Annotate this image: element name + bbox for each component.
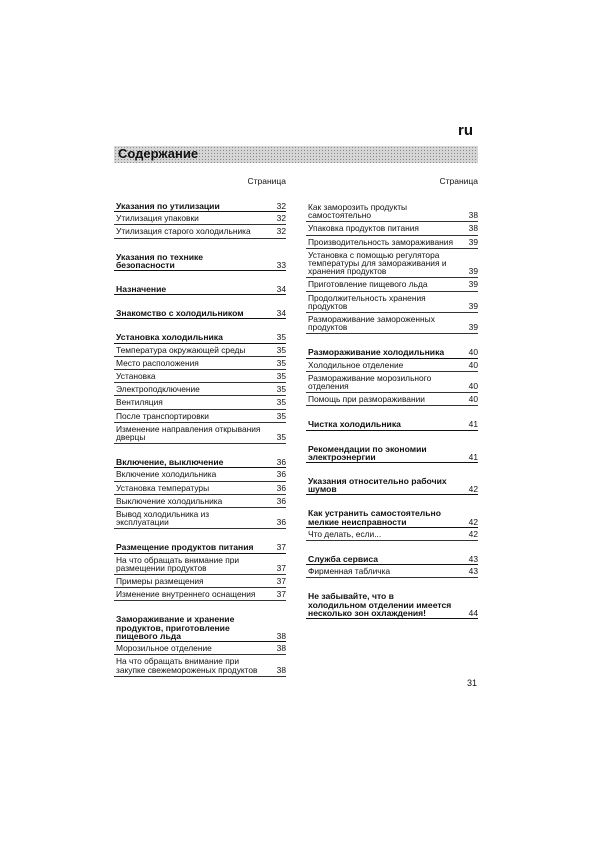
toc-entry-title: Знакомство с холодильником	[116, 308, 244, 319]
toc-entry-title: Указания по технике безопасности	[116, 251, 204, 270]
toc-entry-page: 40	[468, 347, 478, 358]
toc-entry-title: Чистка холодильника	[308, 419, 401, 430]
toc-entry-page: 42	[468, 484, 478, 495]
toc-entry-page: 35	[276, 332, 286, 343]
page-title: Содержание	[118, 146, 199, 161]
toc-entry-title: Вентиляция	[116, 397, 163, 408]
toc-section-entry[interactable]	[114, 614, 286, 642]
toc-entry-page: 39	[468, 279, 478, 290]
toc-subsection-entry[interactable]	[114, 554, 286, 575]
toc-entry-title: Электроподключение	[116, 384, 200, 395]
toc-entry-title: Размещение продуктов питания	[116, 542, 254, 553]
toc-section-entry[interactable]	[114, 457, 286, 468]
toc-subsection-entry[interactable]	[306, 278, 478, 291]
toc-entry-page: 35	[276, 384, 286, 395]
toc-entry-page: 33	[276, 259, 286, 270]
section-gap	[114, 601, 286, 614]
toc-entry-page: 35	[276, 371, 286, 382]
toc-entry-title: Назначение	[116, 284, 167, 295]
toc-subsection-entry[interactable]	[306, 292, 478, 313]
section-gap	[306, 463, 478, 476]
toc-entry-page: 38	[276, 643, 286, 654]
section-gap	[114, 271, 286, 284]
toc-entry-title: Помощь при размораживании	[308, 394, 425, 405]
toc-section-entry[interactable]	[306, 476, 478, 495]
toc-entry-page: 34	[276, 308, 286, 319]
toc-section-entry[interactable]	[306, 554, 478, 565]
section-gap	[306, 334, 478, 347]
toc-subsection-entry[interactable]	[114, 212, 286, 225]
toc-entry-page: 39	[468, 300, 478, 311]
toc-entry-page: 42	[468, 516, 478, 527]
toc-entry-title: После транспортировки	[116, 410, 209, 421]
toc-subsection-entry[interactable]	[306, 528, 478, 541]
toc-entry-title: Установка температуры	[116, 482, 210, 493]
toc-entry-page: 36	[276, 517, 286, 528]
toc-entry-page: 35	[276, 432, 286, 443]
toc-column-right	[306, 176, 478, 619]
toc-entry-page: 36	[276, 457, 286, 468]
toc-entry-title: Температура окружающей среды	[116, 344, 246, 355]
toc-subsection-entry[interactable]	[306, 313, 478, 334]
toc-entry-title: Что делать, если...	[308, 528, 382, 539]
toc-entry-title: Примеры размещения	[116, 576, 204, 587]
toc-entry-title: На что обращать внимание при размещении продуктов	[116, 554, 240, 573]
toc-section-entry[interactable]	[306, 508, 478, 527]
toc-entry-page: 43	[468, 566, 478, 577]
toc-entry-page: 41	[468, 419, 478, 430]
toc-entry-page: 35	[276, 344, 286, 355]
toc-section-entry[interactable]	[114, 332, 286, 343]
section-gap	[114, 239, 286, 252]
toc-entry-title: Утилизация старого холодильника	[116, 226, 251, 237]
toc-subsection-entry[interactable]	[114, 383, 286, 396]
toc-subsection-entry[interactable]	[114, 642, 286, 655]
toc-entry-title: Утилизация упаковки	[116, 213, 199, 224]
toc-entry-title: Изменение направления открывания дверцы	[116, 423, 261, 443]
toc-entry-title: Размораживание морозильного отделения	[308, 372, 432, 392]
toc-entry-page: 32	[276, 201, 286, 211]
toc-entry-title: Служба сервиса	[308, 554, 379, 565]
toc-section-entry[interactable]	[114, 542, 286, 553]
toc-section-entry[interactable]	[306, 347, 478, 358]
toc-entry-title: Размораживание замороженных продуктов	[308, 314, 435, 333]
toc-entry-page: 44	[468, 607, 478, 618]
toc-entry-title: Установка с помощью регулятора температуры для замораживания и хранения продуктов	[308, 249, 447, 277]
language-code: ru	[458, 122, 473, 139]
toc-section-entry[interactable]	[114, 308, 286, 319]
toc-entry-page: 42	[468, 528, 478, 539]
title-bar	[114, 146, 478, 163]
toc-list-left	[114, 201, 286, 677]
toc-subsection-entry[interactable]	[114, 482, 286, 495]
section-gap	[114, 444, 286, 457]
toc-entry-title: Вывод холодильника из эксплуатации	[116, 509, 210, 528]
toc-entry-page: 40	[468, 394, 478, 405]
toc-subsection-entry[interactable]	[114, 410, 286, 423]
toc-entry-page: 38	[468, 223, 478, 234]
toc-entry-title: Указания относительно рабочих шумов	[308, 476, 447, 495]
section-gap	[306, 431, 478, 444]
toc-section-entry[interactable]	[306, 444, 478, 463]
toc-section-entry[interactable]	[114, 252, 286, 271]
toc-entry-page: 32	[276, 226, 286, 237]
toc-entry-title: Упаковка продуктов питания	[308, 223, 419, 234]
toc-subsection-entry[interactable]	[306, 393, 478, 406]
toc-entry-title: Установка	[116, 371, 156, 382]
toc-entry-title: Выключение холодильника	[116, 495, 223, 506]
toc-subsection-entry[interactable]	[306, 372, 478, 393]
toc-entry-page: 40	[468, 381, 478, 392]
toc-section-entry[interactable]	[114, 284, 286, 295]
toc-entry-page: 35	[276, 410, 286, 421]
toc-subsection-entry[interactable]	[114, 344, 286, 357]
section-gap	[306, 541, 478, 554]
toc-entry-page: 37	[276, 562, 286, 573]
toc-entry-title: Указания по утилизации	[116, 201, 220, 211]
toc-entry-title: На что обращать внимание при закупке свежемороженых продуктов	[116, 656, 258, 675]
toc-entry-page: 36	[276, 495, 286, 506]
toc-subsection-entry[interactable]	[306, 222, 478, 235]
toc-list-right	[306, 201, 478, 619]
toc-column-left	[114, 176, 286, 677]
toc-entry-title: Замораживание и хранение продуктов, приготовление пищевого льда	[116, 614, 235, 641]
toc-subsection-entry[interactable]	[114, 575, 286, 588]
toc-subsection-entry[interactable]	[306, 565, 478, 578]
section-gap	[114, 529, 286, 542]
toc-entry-title: Изменение внутреннего оснащения	[116, 589, 256, 600]
toc-section-entry[interactable]	[114, 201, 286, 212]
section-gap	[306, 495, 478, 508]
toc-entry-title: Фирменная табличка	[308, 566, 391, 577]
toc-entry-page: 34	[276, 284, 286, 295]
toc-section-entry[interactable]	[306, 591, 478, 619]
toc-entry-title: Не забывайте, что в холодильном отделении имеется несколько зон охлаждения!	[308, 591, 452, 618]
toc-entry-page: 37	[276, 589, 286, 600]
toc-entry-title: Как заморозить продукты самостоятельно	[308, 202, 408, 221]
page-number: 31	[467, 678, 478, 688]
section-gap	[306, 578, 478, 591]
toc-subsection-entry[interactable]	[306, 236, 478, 249]
toc-subsection-entry[interactable]	[114, 396, 286, 409]
toc-subsection-entry[interactable]	[306, 201, 478, 222]
toc-entry-page: 35	[276, 357, 286, 368]
toc-entry-page: 37	[276, 576, 286, 587]
toc-entry-title: Приготовление пищевого льда	[308, 279, 428, 290]
toc-subsection-entry[interactable]	[114, 423, 286, 444]
toc-entry-title: Как устранить самостоятельно мелкие неисправности	[308, 508, 441, 527]
toc-entry-page: 38	[276, 664, 286, 675]
toc-entry-title: Морозильное отделение	[116, 643, 212, 654]
toc-entry-page: 43	[468, 554, 478, 565]
toc-subsection-entry[interactable]	[114, 370, 286, 383]
toc-entry-page: 38	[276, 630, 286, 641]
toc-entry-page: 36	[276, 469, 286, 480]
toc-subsection-entry[interactable]	[306, 359, 478, 372]
toc-section-entry[interactable]	[306, 419, 478, 430]
toc-entry-page: 35	[276, 397, 286, 408]
toc-entry-title: Включение холодильника	[116, 469, 217, 480]
toc-subsection-entry[interactable]	[114, 225, 286, 238]
toc-entry-title: Установка холодильника	[116, 332, 223, 343]
toc-entry-page: 37	[276, 542, 286, 553]
toc-entry-page: 39	[468, 322, 478, 333]
toc-subsection-entry[interactable]	[114, 655, 286, 676]
toc-subsection-entry[interactable]	[114, 495, 286, 508]
toc-entry-title: Продолжительность хранения продуктов	[308, 292, 426, 311]
toc-subsection-entry[interactable]	[114, 357, 286, 370]
toc-subsection-entry[interactable]	[306, 249, 478, 279]
section-gap	[306, 406, 478, 419]
section-gap	[114, 319, 286, 332]
toc-entry-title: Производительность замораживания	[308, 236, 453, 247]
toc-subsection-entry[interactable]	[114, 588, 286, 601]
toc-entry-title: Рекомендации по экономии электроэнергии	[308, 443, 427, 462]
toc-entry-page: 32	[276, 213, 286, 224]
toc-entry-page: 39	[468, 236, 478, 247]
page-column-label: Страница	[439, 176, 478, 186]
toc-entry-title: Холодильное отделение	[308, 359, 404, 370]
toc-subsection-entry[interactable]	[114, 468, 286, 481]
section-gap	[114, 295, 286, 308]
toc-entry-page: 40	[468, 359, 478, 370]
toc-entry-page: 39	[468, 266, 478, 277]
toc-entry-title: Размораживание холодильника	[308, 347, 445, 358]
toc-entry-page: 38	[468, 210, 478, 221]
toc-subsection-entry[interactable]	[114, 508, 286, 529]
page-column-label: Страница	[247, 176, 286, 186]
toc-entry-title: Место расположения	[116, 357, 199, 368]
toc-entry-page: 36	[276, 482, 286, 493]
toc-entry-title: Включение, выключение	[116, 457, 224, 468]
toc-entry-page: 41	[468, 451, 478, 462]
